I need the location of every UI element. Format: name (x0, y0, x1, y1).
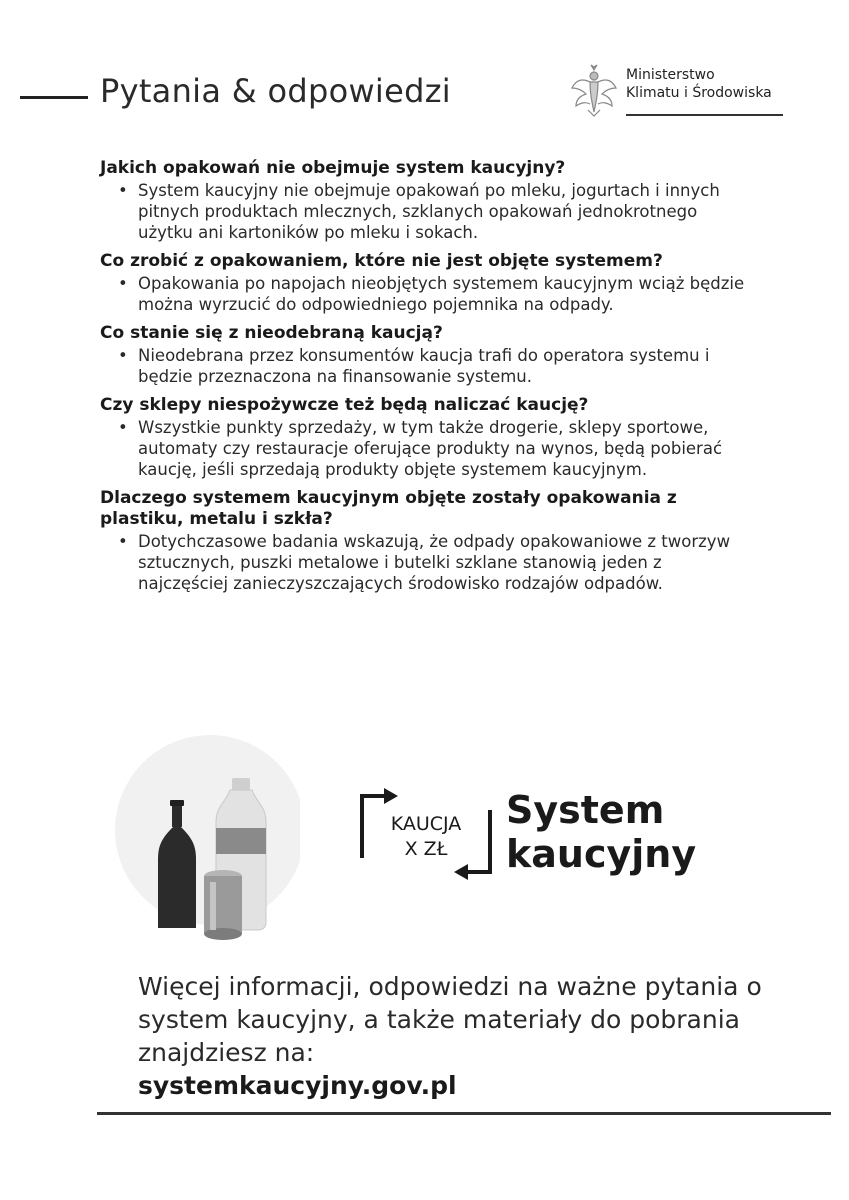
faq-answer: Nieodebrana przez konsumentów kaucja trafi do operatora systemu i będzie przeznaczona na finansowanie systemu. (138, 346, 710, 386)
faq-question: Czy sklepy niespożywcze też będą naliczać kaucję? (100, 395, 589, 415)
bullet-icon: • (118, 346, 128, 365)
amount-label: X ZŁ (404, 838, 448, 860)
faq-item (100, 251, 750, 315)
faq-question: Co zrobić z opakowaniem, które nie jest objęte systemem? (100, 251, 663, 271)
faq-answer: Wszystkie punkty sprzedaży, w tym także drogerie, sklepy sportowe, automaty czy restauracje oferujące produkty na wynos, będą pobierać kaucję, jeśli sprzedają produkty objęte systemem kaucyjnym. (138, 418, 723, 479)
system-kaucyjny-logo (356, 788, 756, 888)
faq-question: Dlaczego systemem kaucyjnym objęte zostały opakowania z plastiku, metalu i szkła? (100, 488, 677, 529)
faq-answer: System kaucyjny nie obejmuje opakowań po mleku, jogurtach i innych pitnych produktach mlecznych, szklanych opakowań jednokrotnego użytku ani kartoników po mleku i sokach. (138, 181, 720, 242)
ministry-name-line2: Klimatu i Środowiska (626, 85, 772, 101)
bullet-icon: • (118, 418, 128, 437)
header-rule (20, 96, 88, 99)
ministry-underline (626, 114, 783, 116)
more-info-text: Więcej informacji, odpowiedzi na ważne pytania o system kaucyjny, a także materiały do pobrania znajdziesz na: (138, 972, 762, 1067)
brand-word-system: System (506, 788, 665, 832)
ministry-name-line1: Ministerstwo (626, 67, 715, 83)
faq-item (100, 158, 750, 243)
brand-word-kaucyjny: kaucyjny (506, 832, 697, 876)
page-title: Pytania & odpowiedzi (100, 72, 451, 110)
can-icon (204, 870, 242, 940)
faq-item (100, 323, 750, 387)
faq-item (100, 488, 750, 594)
kaucja-label: KAUCJA (390, 813, 462, 835)
faq-item (100, 395, 750, 480)
bullet-icon: • (118, 274, 128, 293)
faq-list (100, 158, 750, 602)
faq-answer: Opakowania po napojach nieobjętych systemem kaucyjnym wciąż będzie można wyrzucić do odpowiedniego pojemnika na odpady. (138, 274, 745, 314)
more-info-block (138, 970, 778, 1102)
faq-question: Co stanie się z nieodebraną kaucją? (100, 323, 443, 343)
bullet-icon: • (118, 181, 128, 200)
eagle-emblem-icon (568, 62, 620, 120)
containers-illustration (100, 730, 300, 950)
faq-answer: Dotychczasowe badania wskazują, że odpady opakowaniowe z tworzyw sztucznych, puszki metalowe i butelki szklane stanowią jeden z najczęściej zanieczyszczających środowisko rodzajów odpadów. (138, 532, 731, 593)
website-link[interactable]: systemkaucyjny.gov.pl (138, 1071, 457, 1100)
footer-rule (97, 1112, 831, 1115)
ministry-logo (568, 62, 783, 122)
bullet-icon: • (118, 532, 128, 551)
faq-question: Jakich opakowań nie obejmuje system kaucyjny? (100, 158, 566, 178)
